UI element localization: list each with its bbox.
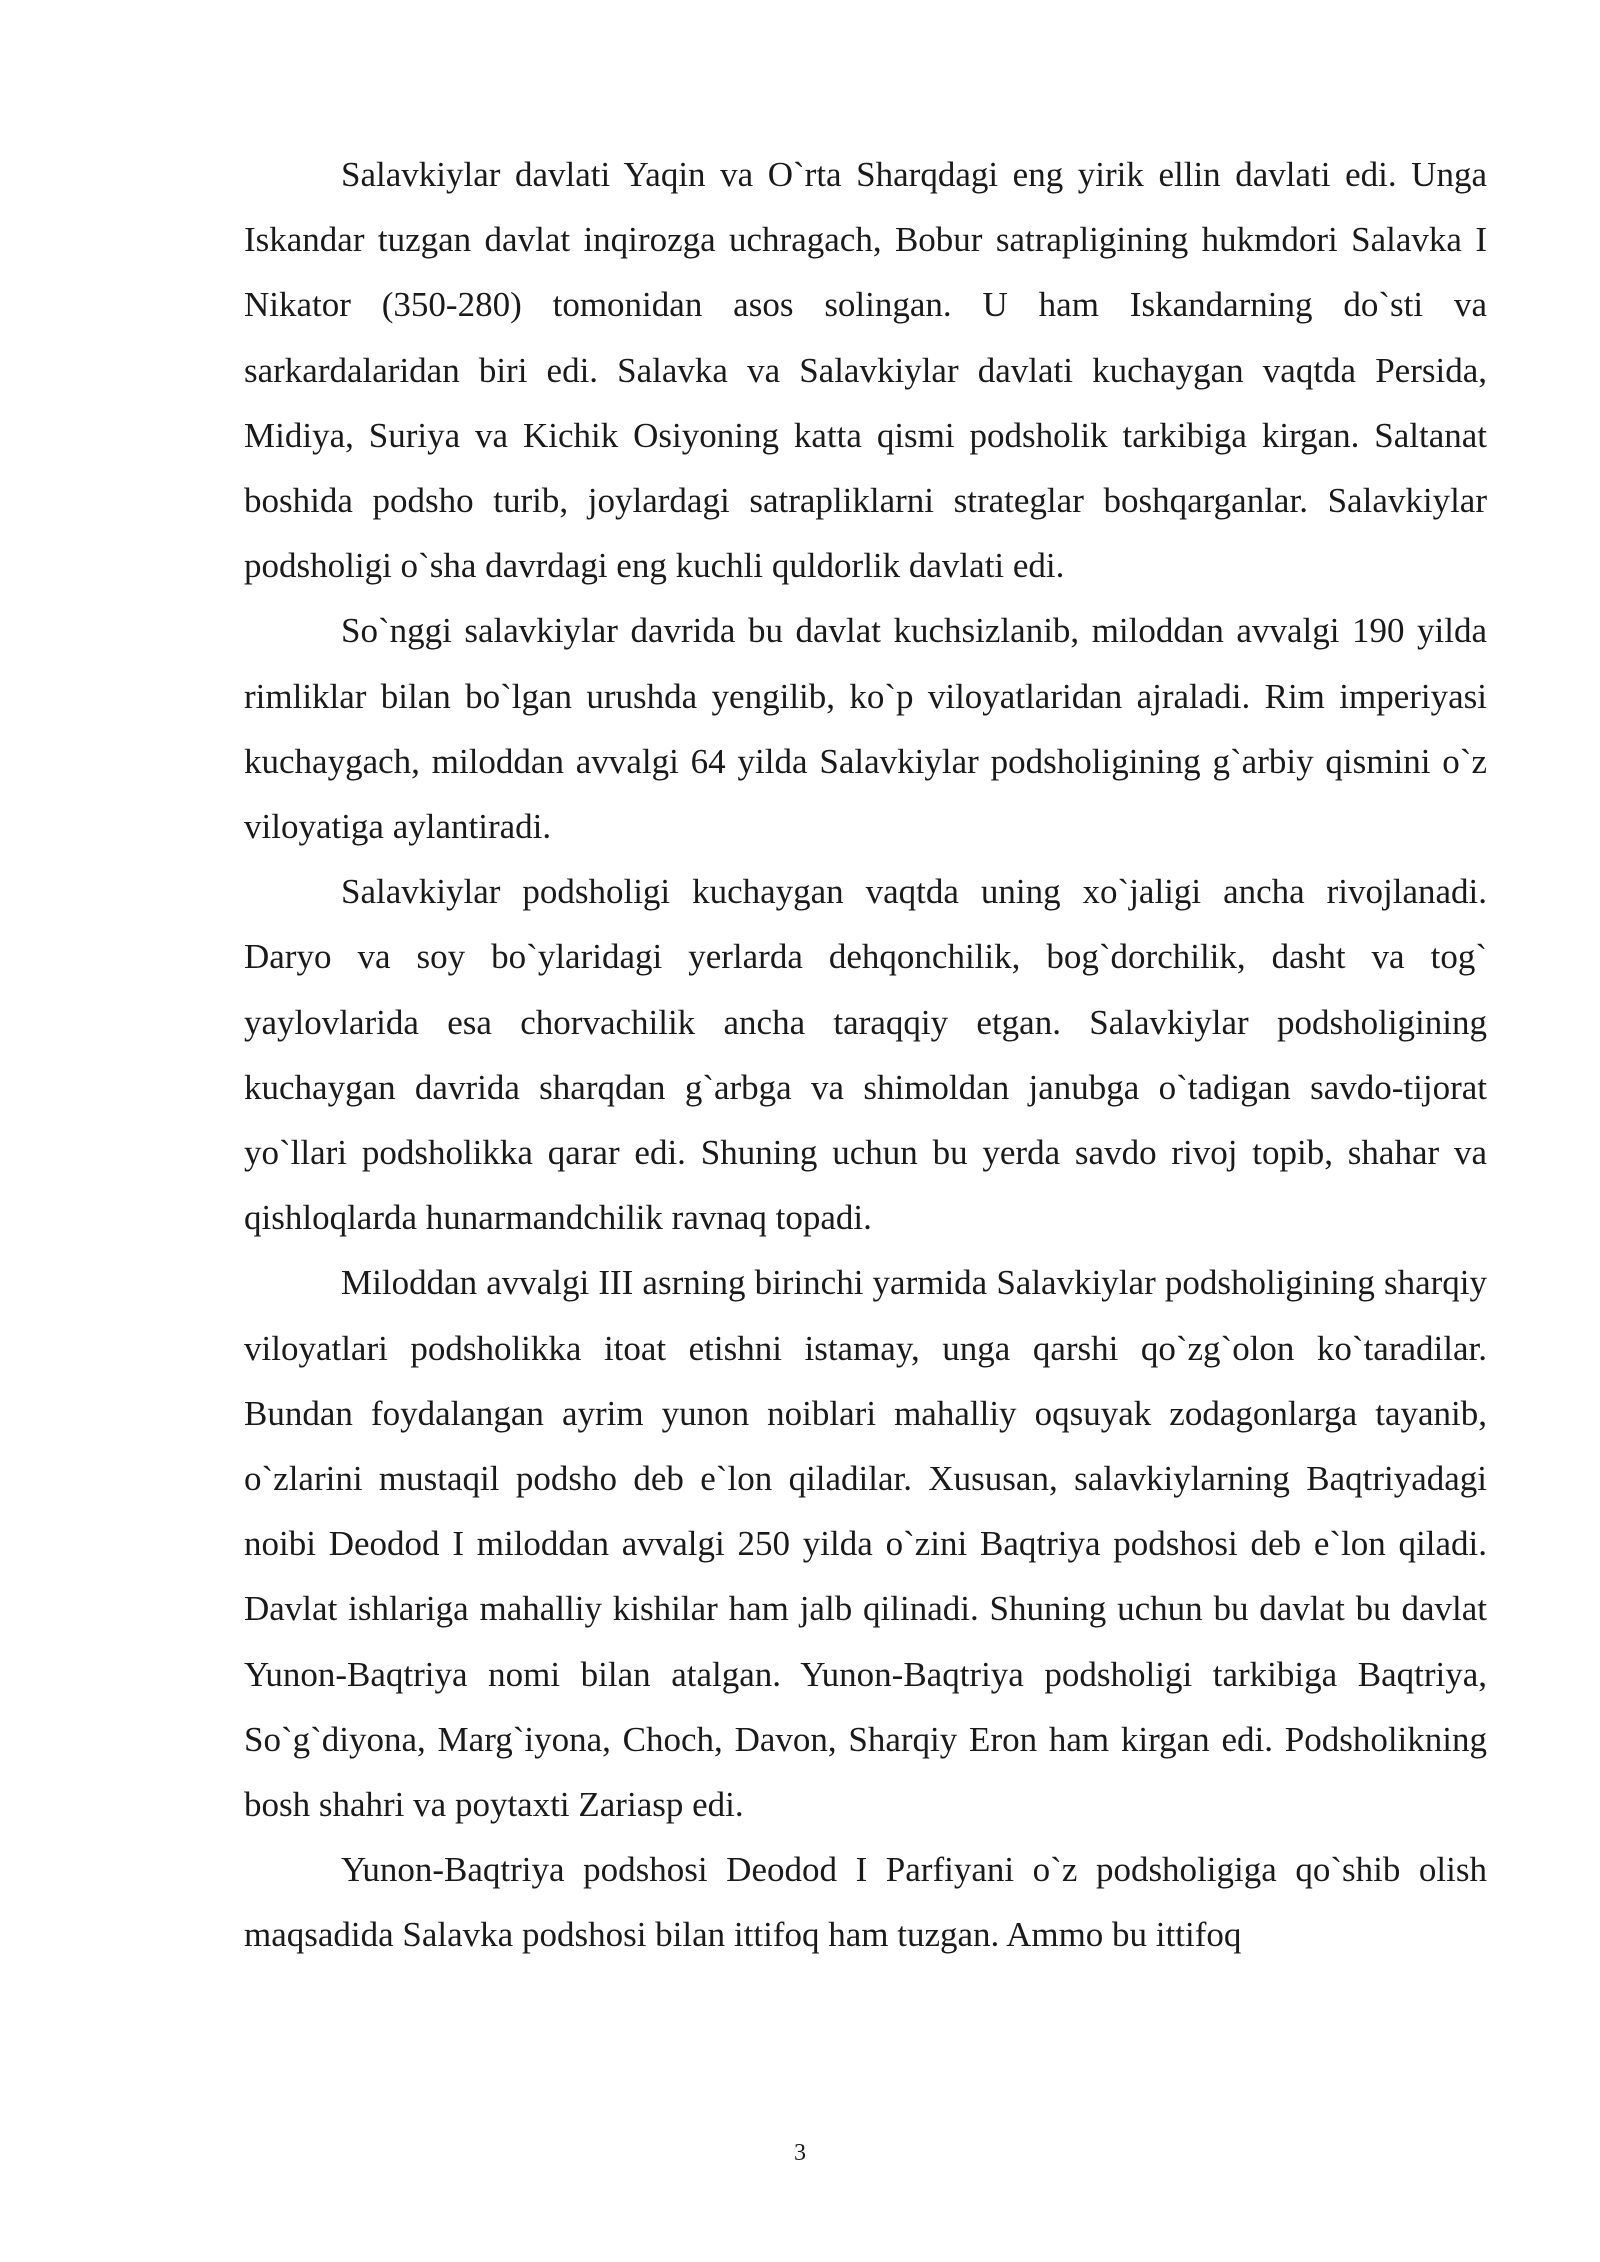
paragraph-1: Salavkiylar davlati Yaqin va O`rta Sharqdagi eng yirik ellin davlati edi. Unga Iskandar tuzgan davlat inqirozga uchragach, Bobur satrapligining hukmdori Salavka I Nikator (350-280) tomonidan asos solingan. U ham Iskandarning do`sti va sarkardalaridan biri edi. Salavka va Salavkiylar davlati kuchaygan vaqtda Persida, Midiya, Suriya va Kichik Osiyoning katta qismi podsholik tarkibiga kirgan. Saltanat boshida podsho turib, joylardagi satrapliklarni strateglar boshqarganlar. Salavkiylar podsholigi o`sha davrdagi eng kuchli quldorlik davlati edi.: [244, 155, 1487, 586]
paragraph-4: Miloddan avvalgi III asrning birinchi yarmida Salavkiylar podsholigining sharqiy viloyatlari podsholikka itoat etishni istamay, unga qarshi qo`zg`olon ko`taradilar. Bundan foydalangan ayrim yunon noiblari mahalliy oqsuyak zodagonlarga tayanib, o`zlarini mustaqil podsho deb e`lon qiladilar. Xususan, salavkiylarning Baqtriyadagi noibi Deodod I miloddan avvalgi 250 yilda o`zini Baqtriya podshosi deb e`lon qiladi. Davlat ishlariga mahalliy kishilar ham jalb qilinadi. Shuning uchun bu davlat bu davlat Yunon-Baqtriya nomi bilan atalgan. Yunon-Baqtriya podsholigi tarkibiga Baqtriya, So`g`diyona, Marg`iyona, Choch, Davon, Sharqiy Eron ham kirgan edi. Podsholikning bosh shahri va poytaxti Zariasp edi.: [244, 1263, 1487, 1825]
paragraph-3: Salavkiylar podsholigi kuchaygan vaqtda uning xo`jaligi ancha rivojlanadi. Daryo va soy bo`ylaridagi yerlarda dehqonchilik, bog`dorchilik, dasht va tog` yaylovlarida esa chorvachilik ancha taraqqiy etgan. Salavkiylar podsholigining kuchaygan davrida sharqdan g`arbga va shimoldan janubga o`tadigan savdo-tijorat yo`llari podsholikka qarar edi. Shuning uchun bu yerda savdo rivoj topib, shahar va qishloqlarda hunarmandchilik ravnaq topadi.: [244, 872, 1487, 1238]
page-number: 3: [794, 2140, 806, 2166]
document-body: [244, 142, 1487, 1968]
paragraph-5: Yunon-Baqtriya podshosi Deodod I Parfiyani o`z podsholigiga qo`shib olish maqsadida Salavka podshosi bilan ittifoq ham tuzgan. Ammo bu ittifoq: [244, 1850, 1487, 1955]
paragraph-2: So`nggi salavkiylar davrida bu davlat kuchsizlanib, miloddan avvalgi 190 yilda rimliklar bilan bo`lgan urushda yengilib, ko`p viloyatlaridan ajraladi. Rim imperiyasi kuchaygach, miloddan avvalgi 64 yilda Salavkiylar podsholigining g`arbiy qismini o`z viloyatiga aylantiradi.: [244, 611, 1487, 847]
